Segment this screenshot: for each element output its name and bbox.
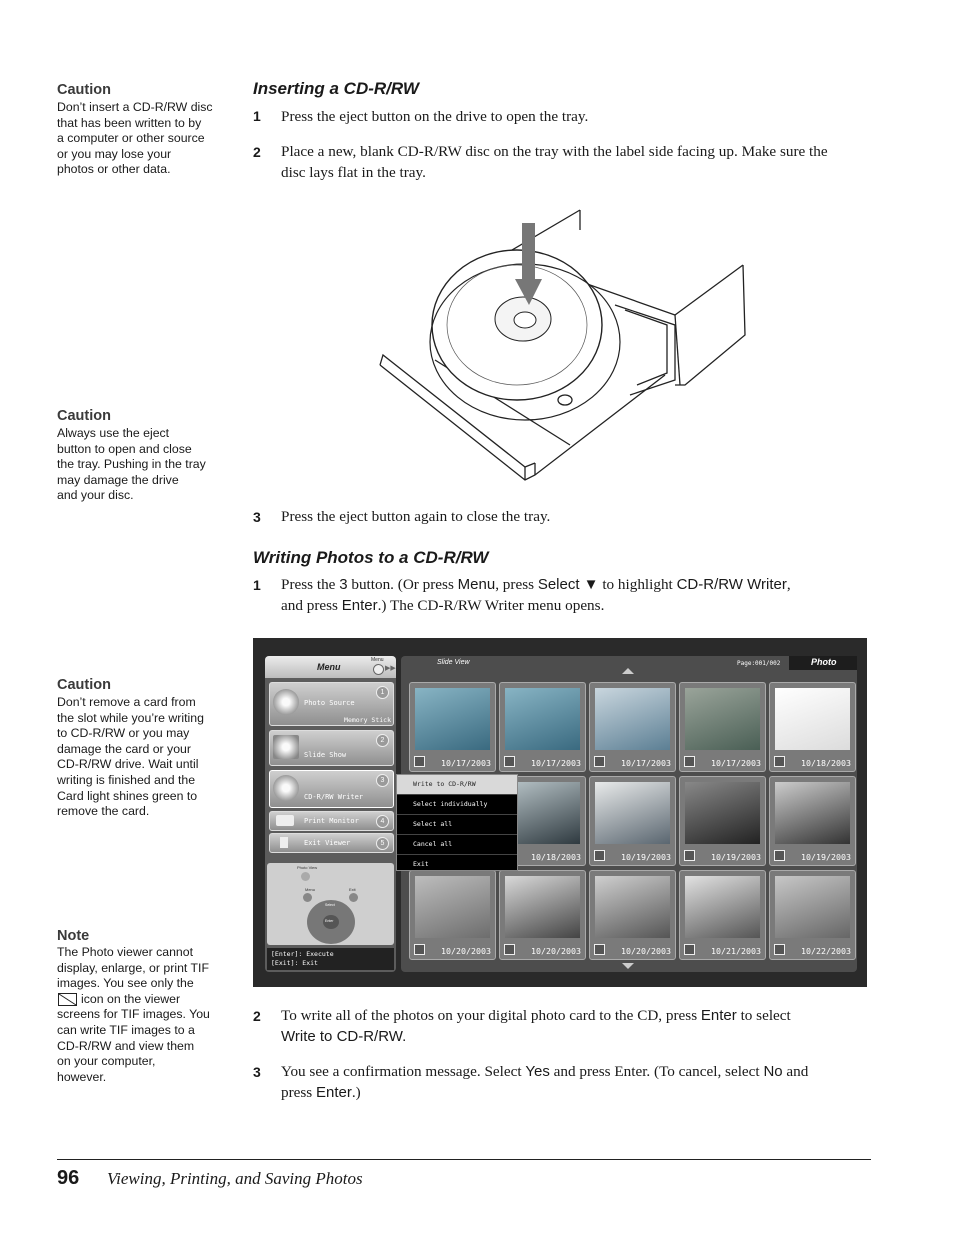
cd-icon (273, 689, 299, 715)
menu-item-photo-source[interactable] (269, 682, 394, 726)
photo-thumbnail (595, 782, 670, 844)
step-text: Press the eject button on the drive to open the tray. (281, 108, 589, 125)
menu-small-label: Menu (371, 657, 384, 663)
menu-button-icon[interactable] (373, 664, 384, 675)
caution-heading: Caution (57, 408, 111, 424)
select-checkbox[interactable] (684, 944, 695, 955)
remote-label: Menu (305, 887, 316, 892)
step-text: Press the eject button again to close the tray. (281, 508, 551, 525)
scroll-down-icon[interactable] (622, 963, 634, 969)
popup-item-exit[interactable]: Exit (413, 860, 429, 868)
tif-placeholder-icon (58, 993, 77, 1006)
menu-header (265, 656, 396, 678)
menu-item-print-monitor[interactable] (269, 811, 394, 831)
step-text: To write all of the photos on your digital photo card to the CD, press Enter to select Write to CD-R/RW. (281, 1007, 791, 1045)
popup-item-select-all[interactable]: Select all (397, 815, 517, 835)
key-hints: [Enter]: Execute [Exit]: Exit (267, 948, 394, 970)
menu-item-number: 3 (376, 774, 389, 787)
note-heading: Note (57, 928, 90, 944)
photo-thumbnail-cell[interactable] (589, 776, 676, 866)
photo-date: 10/20/2003 (441, 946, 491, 956)
photo-thumbnail (505, 876, 580, 938)
photo-thumbnail (415, 876, 490, 938)
select-checkbox[interactable] (414, 944, 425, 955)
photo-thumbnail (685, 876, 760, 938)
select-checkbox[interactable] (594, 756, 605, 767)
photo-thumbnail (775, 688, 850, 750)
remote-exit-button-icon (349, 893, 358, 902)
photo-date: 10/19/2003 (711, 852, 761, 862)
menu-item-number: 1 (376, 686, 389, 699)
photo-date: 10/17/2003 (441, 758, 491, 768)
slideshow-icon (273, 735, 299, 759)
select-checkbox[interactable] (594, 944, 605, 955)
photo-thumbnail-cell[interactable] (679, 870, 766, 960)
step-text: Press the 3 button. (Or press Menu, press Select ▼ to highlight CD-R/RW Writer, and press Enter.) The CD-R/RW Writer menu opens. (281, 576, 791, 614)
photo-thumbnail (775, 782, 850, 844)
cd-icon (273, 775, 299, 801)
step-number: 1 (253, 577, 261, 593)
remote-label: Exit (349, 887, 356, 892)
photo-thumbnail (775, 876, 850, 938)
remote-control-diagram (267, 863, 394, 945)
photo-date: 10/18/2003 (801, 758, 851, 768)
photo-thumbnail (415, 688, 490, 750)
caution-text: Always use the eject button to open and close the tray. Pushing in the tray may damage the drive and your disc. (57, 426, 206, 503)
photo-thumbnail (595, 876, 670, 938)
cd-drive-illustration (375, 205, 755, 490)
remote-label: Enter (325, 919, 334, 923)
printer-icon (276, 815, 294, 826)
photo-thumbnail-cell[interactable] (409, 870, 496, 960)
remote-label: Select (325, 903, 335, 907)
photo-date: 10/22/2003 (801, 946, 851, 956)
menu-item-label: Photo Source (304, 699, 355, 707)
photo-thumbnail-cell[interactable] (409, 682, 496, 772)
photo-thumbnail-cell[interactable] (769, 870, 856, 960)
menu-item-label: Slide Show (304, 751, 347, 759)
select-checkbox[interactable] (504, 944, 515, 955)
photo-thumbnail (595, 688, 670, 750)
footer-rule (57, 1159, 871, 1160)
section-title: Writing Photos to a CD-R/RW (253, 548, 489, 567)
scroll-up-icon[interactable] (622, 668, 634, 674)
photo-thumbnail-cell[interactable] (679, 682, 766, 772)
photo-viewer-screenshot (253, 638, 867, 987)
menu-item-label: CD-R/RW Writer (304, 793, 364, 801)
popup-item-select-individually[interactable]: Select individually (397, 795, 517, 815)
section-title: Inserting a CD-R/RW (253, 79, 419, 98)
photo-thumbnail-cell[interactable] (499, 870, 586, 960)
select-checkbox[interactable] (594, 850, 605, 861)
menu-item-exit-viewer[interactable] (269, 833, 394, 853)
menu-item-label: Print Monitor (304, 817, 359, 825)
photo-view-button-icon (301, 872, 310, 881)
photo-date: 10/18/2003 (531, 852, 581, 862)
photo-thumbnail-cell[interactable] (769, 682, 856, 772)
select-checkbox[interactable] (504, 756, 515, 767)
photo-thumbnail (505, 688, 580, 750)
step-number: 2 (253, 144, 261, 160)
popup-item-cancel-all[interactable]: Cancel all (397, 835, 517, 855)
photo-date: 10/17/2003 (711, 758, 761, 768)
step-number: 1 (253, 108, 261, 124)
caution-heading: Caution (57, 82, 111, 98)
note-text: The Photo viewer cannot display, enlarge, or print TIF images. You see only the icon on the viewer screens for TIF images. You can write TIF images to a CD-R/RW and view them on your computer, however. (57, 945, 210, 1084)
popup-item-write[interactable]: Write to CD-R/RW (397, 775, 517, 795)
photo-date: 10/17/2003 (621, 758, 671, 768)
select-checkbox[interactable] (774, 944, 785, 955)
photo-date: 10/17/2003 (531, 758, 581, 768)
exit-door-icon (280, 837, 288, 848)
page-number: 96 (57, 1167, 80, 1189)
menu-item-label: Exit Viewer (304, 839, 351, 847)
photo-tab (789, 656, 857, 670)
page-indicator: Page:001/002 (737, 660, 781, 667)
photo-tab-label: Photo (811, 657, 837, 667)
select-checkbox[interactable] (774, 756, 785, 767)
photo-date: 10/19/2003 (801, 852, 851, 862)
step-number: 2 (253, 1008, 261, 1024)
menu-item-cd-writer[interactable] (269, 770, 394, 808)
footer-title: Viewing, Printing, and Saving Photos (107, 1169, 363, 1188)
slide-view-label: Slide View (437, 659, 470, 666)
menu-item-number: 5 (376, 837, 389, 850)
menu-item-slide-show[interactable] (269, 730, 394, 766)
photo-date: 10/20/2003 (621, 946, 671, 956)
menu-item-number: 2 (376, 734, 389, 747)
step-text: You see a confirmation message. Select Yes and press Enter. (To cancel, select No and press Enter.) (281, 1063, 809, 1101)
select-checkbox[interactable] (774, 850, 785, 861)
menu-item-number: 4 (376, 815, 389, 828)
photo-thumbnail-cell[interactable] (769, 776, 856, 866)
menu-title: Menu (317, 662, 341, 672)
photo-thumbnail-cell[interactable] (499, 682, 586, 772)
step-text: Place a new, blank CD-R/RW disc on the tray with the label side facing up. Make sure the disc lays flat in the tray. (281, 143, 828, 181)
remote-menu-button-icon (303, 893, 312, 902)
select-checkbox[interactable] (684, 850, 695, 861)
select-checkbox[interactable] (414, 756, 425, 767)
next-icon: ▶▶ (385, 664, 396, 672)
photo-thumbnail-cell[interactable] (679, 776, 766, 866)
viewer-menu-panel (265, 656, 396, 972)
step-number: 3 (253, 1064, 261, 1080)
photo-date: 10/19/2003 (621, 852, 671, 862)
photo-thumbnail (685, 782, 760, 844)
photo-thumbnail-cell[interactable] (589, 870, 676, 960)
photo-date: 10/20/2003 (531, 946, 581, 956)
photo-date: 10/21/2003 (711, 946, 761, 956)
select-checkbox[interactable] (684, 756, 695, 767)
remote-label: Photo View (297, 865, 318, 870)
photo-thumbnail-cell[interactable] (589, 682, 676, 772)
photo-thumbnail (685, 688, 760, 750)
cd-writer-popup-menu (396, 774, 518, 871)
caution-text: Don’t remove a card from the slot while you’re writing to CD-R/RW or you may damage the card or your CD-R/RW drive. Wait until writing is finished and the Card light shines green to remove the card. (57, 695, 204, 819)
menu-item-sublabel: Memory Stick (344, 716, 391, 724)
step-number: 3 (253, 509, 261, 525)
caution-heading: Caution (57, 677, 111, 693)
caution-text: Don’t insert a CD-R/RW disc that has been written to by a computer or other source or you may lose your photos or other data. (57, 100, 213, 177)
